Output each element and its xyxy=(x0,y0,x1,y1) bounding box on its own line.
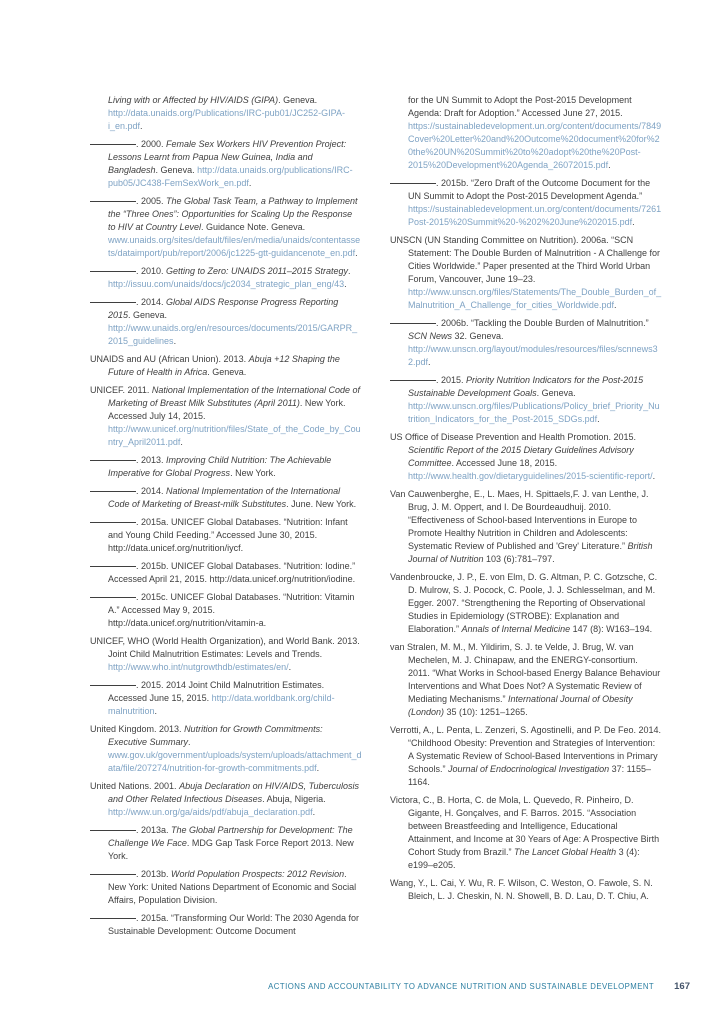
reference-text: . Geneva. xyxy=(278,95,318,105)
reference-link[interactable]: https://sustainabledevelopment.un.org/content/documents/7849Cover%20Letter%20and%20Outcome%20document%20for%20the%20UN%20Summit%20to%20adopt%20the%20Post-2015%20Development%20Agenda_26072015.pdf xyxy=(408,121,662,170)
reference-text: The Lancet Global Health xyxy=(514,847,617,857)
reference-entry xyxy=(390,724,662,789)
reference-entry xyxy=(390,177,662,229)
reference-text: Victora, C., B. Horta, C. de Mola, L. Quevedo, R. Pinheiro, D. Gigante, H. Gonçalves, and F. Barros. 2015. “Association between Breastfeeding and Intelligence, Educational Attainment, and Income at 30 Years of Age: A Prospective Birth Cohort Study from Brazil.” xyxy=(390,795,660,857)
reference-text: Journal of Endocrinological Investigation xyxy=(448,764,610,774)
references-right-column xyxy=(390,94,662,908)
reference-link[interactable]: www.unaids.org/sites/default/files/en/media/unaids/contentassets/dataimport/pub/report/2006/jc1225-gtt-guidancenote_en.pdf xyxy=(108,235,361,258)
same-author-dash-rule xyxy=(90,302,136,303)
reference-text: . MDG Gap Task Force Report 2013. New York. xyxy=(108,838,354,861)
same-author-dash-rule xyxy=(390,380,436,381)
reference-text: . 2005. xyxy=(136,196,167,206)
reference-text: . xyxy=(248,178,252,188)
reference-text: . xyxy=(597,414,600,424)
reference-text: . Geneva. xyxy=(128,310,168,320)
reference-link[interactable]: http://www.health.gov/dietaryguidelines/2015-scientific-report/ xyxy=(408,471,653,481)
reference-text: . 2013a. xyxy=(136,825,172,835)
reference-entry xyxy=(390,431,662,483)
reference-text: National Implementation of the International Code of Marketing of Breast Milk Substitutes (April 2011) xyxy=(108,385,360,408)
reference-text: 35 (10): 1251–1265. xyxy=(444,707,528,717)
reference-text: . xyxy=(180,437,183,447)
reference-entry xyxy=(390,877,662,903)
reference-text: . Guidance Note. Geneva. xyxy=(201,222,306,232)
reference-text: . Geneva. xyxy=(207,367,247,377)
reference-text: World Population Prospects: 2012 Revision xyxy=(171,869,345,879)
reference-text: . 2015a. “Transforming Our World: The 2030 Agenda for Sustainable Development: Outcome Document xyxy=(108,913,359,936)
reference-entry xyxy=(90,635,362,674)
reference-text: UNSCN (UN Standing Committee on Nutrition). 2006a. “SCN Statement: The Double Burden of Malnutrition - A Challenge for Cities Worldwide.” Paper presented at the Third World Urban Forum, Vancouver, June 19–23. xyxy=(390,235,660,284)
reference-text: . xyxy=(608,160,611,170)
reference-text: . 2015. 2014 Joint Child Malnutrition Estimates. Accessed June 15, 2015. xyxy=(108,680,325,703)
reference-text: for the UN Summit to Adopt the Post-2015 Development Agenda: Draft for Adoption.” Accessed June 27, 2015. xyxy=(408,95,632,118)
reference-text: . xyxy=(347,266,351,276)
reference-text: United Kingdom. 2013. xyxy=(90,724,185,734)
reference-text: 147 (8): W163–194. xyxy=(570,624,653,634)
reference-link[interactable]: http://www.who.int/nutgrowthdb/estimates/en/ xyxy=(108,662,289,672)
reference-text: . xyxy=(428,357,431,367)
reference-text: . xyxy=(652,471,656,481)
reference-entry xyxy=(90,516,362,555)
reference-text: 37: 1155–1164. xyxy=(408,764,652,787)
reference-text: . xyxy=(316,763,320,773)
reference-text: . New York: United Nations Department of Economic and Social Affairs, Population Division. xyxy=(108,869,357,905)
reference-link[interactable]: http://www.un.org/ga/aids/pdf/abuja_declaration.pdf xyxy=(108,807,313,817)
reference-text: SCN News xyxy=(408,331,453,341)
same-author-dash-rule xyxy=(90,491,136,492)
reference-text: . Geneva. xyxy=(155,165,198,175)
reference-text: . Accessed June 18, 2015. xyxy=(451,458,558,468)
reference-entry xyxy=(390,94,662,172)
reference-entry xyxy=(90,824,362,863)
reference-entry xyxy=(90,560,362,586)
reference-text: Van Cauwenberghe, E., L. Maes, H. Spittaels,F. J. van Lenthe, J. Brug, J. M. Oppert, and I. De Bourdeaudhuij. 2010. “Effectiveness of School-based Interventions in Europe to Promote Healthy Nutrition in Children and Adolescents: Systematic Review of Published and 'Grey' Literature.” xyxy=(390,489,649,551)
reference-entry xyxy=(390,317,662,369)
reference-text: Getting to Zero: UNAIDS 2011–2015 Strategy xyxy=(166,266,348,276)
reference-text: . xyxy=(288,662,292,672)
reference-text: Living with or Affected by HIV/AIDS (GIPA) xyxy=(108,95,279,105)
reference-entry xyxy=(390,488,662,566)
reference-text: . 2013. xyxy=(136,455,167,465)
reference-link[interactable]: http://data.worldbank.org/child-malnutrition xyxy=(108,693,335,716)
reference-text: . 2014. xyxy=(136,297,167,307)
reference-entry xyxy=(390,234,662,312)
reference-text: . 2015c. UNICEF Global Databases. “Nutrition: Vitamin A.” Accessed May 9, 2015. http://data.unicef.org/nutrition/vitamin-a. xyxy=(108,592,355,628)
reference-text: . xyxy=(188,737,191,747)
reference-text: . xyxy=(355,248,358,258)
reference-text: . June. New York. xyxy=(286,499,357,509)
reference-entry xyxy=(90,353,362,379)
reference-text: Global AIDS Response Progress Reporting 2015 xyxy=(108,297,339,320)
reference-text: 32. Geneva. xyxy=(452,331,504,341)
reference-entry xyxy=(90,868,362,907)
reference-text: . 2000. xyxy=(136,139,167,149)
reference-link[interactable]: http://www.unicef.org/nutrition/files/State_of_the_Code_by_Country_April2011.pdf xyxy=(108,424,361,447)
reference-entry xyxy=(90,723,362,775)
reference-text: US Office of Disease Prevention and Health Promotion. 2015. xyxy=(390,432,636,442)
reference-entry xyxy=(390,794,662,872)
same-author-dash-rule xyxy=(90,201,136,202)
reference-text: Nutrition for Growth Commitments: Executive Summary xyxy=(108,724,323,747)
reference-text: van Stralen, M. M., M. Yildirim, S. J. te Velde, J. Brug, W. van Mechelen, M. J. Chinapaw, and the ENERGY-consortium. 2011. “What Works in School-based Energy Balance Behaviour Interventions and What Does Not? A Systematic Review of Mediating Mechanisms.” xyxy=(390,642,661,704)
reference-text: . xyxy=(312,807,316,817)
reference-text: . xyxy=(344,279,347,289)
reference-text: . xyxy=(173,336,177,346)
reference-link[interactable]: http://www.unscn.org/files/Publications/Policy_brief_Priority_Nutrition_Indicators_for_the_Post-2015_SDGs.pdf xyxy=(408,401,660,424)
reference-text: UNAIDS and AU (African Union). 2013. xyxy=(90,354,249,364)
reference-text: UNICEF, WHO (World Health Organization), and World Bank. 2013. Joint Child Malnutrition Estimates: Levels and Trends. xyxy=(90,636,360,659)
reference-text: Annals of Internal Medicine xyxy=(461,624,571,634)
reference-text: Scientific Report of the 2015 Dietary Guidelines Advisory Committee xyxy=(408,445,634,468)
reference-text: International Journal of Obesity (London) xyxy=(408,694,633,717)
reference-link[interactable]: http://issuu.com/unaids/docs/jc2034_strategic_plan_eng/43 xyxy=(108,279,345,289)
reference-text: Wang, Y., L. Cai, Y. Wu, R. F. Wilson, C. Weston, O. Fawole, S. N. Bleich, L. J. Cheskin, N. N. Showell, B. D. Lau, D. T. Chiu, A. xyxy=(390,878,653,901)
reference-entry xyxy=(390,641,662,719)
same-author-dash-rule xyxy=(90,271,136,272)
reference-entry xyxy=(390,374,662,426)
reference-text: . 2013b. xyxy=(136,869,172,879)
reference-link[interactable]: http://data.unaids.org/Publications/IRC-pub01/JC252-GIPA-i_en.pdf xyxy=(108,108,345,131)
reference-text: Abuja +12 Shaping the Future of Health in Africa xyxy=(108,354,340,377)
reference-text: . Geneva. xyxy=(536,388,576,398)
reference-entry xyxy=(90,591,362,630)
reference-entry xyxy=(90,454,362,480)
reference-text: 103 (6):781–797. xyxy=(483,554,555,564)
same-author-dash-rule xyxy=(90,830,136,831)
reference-text: National Implementation of the International Code of Marketing of Breast-milk Substitutes xyxy=(108,486,341,509)
page-number: 167 xyxy=(674,981,690,992)
reference-link[interactable]: http://www.unscn.org/files/Statements/The_Double_Burden_of_Malnutrition_A_Challenge_for_cities_Worldwide.pdf xyxy=(408,287,662,310)
reference-text: . 2006b. “Tackling the Double Burden of Malnutrition.” xyxy=(436,318,649,328)
reference-entry xyxy=(90,679,362,718)
same-author-dash-rule xyxy=(390,183,436,184)
reference-text: The Global Task Team, a Pathway to Implement the “Three Ones”: Opportunities for Scaling Up the Response to HIV at Country Level xyxy=(108,196,358,232)
reference-text: . 2015b. “Zero Draft of the Outcome Document for the UN Summit to Adopt the Post-2015 Development Agenda.” xyxy=(408,178,651,201)
reference-link[interactable]: http://www.unscn.org/layout/modules/resources/files/scnnews32.pdf xyxy=(408,344,658,367)
reference-text: 3 (4): e199–e205. xyxy=(408,847,640,870)
same-author-dash-rule xyxy=(90,685,136,686)
same-author-dash-rule xyxy=(90,566,136,567)
reference-text: Female Sex Workers HIV Prevention Project: Lessons Learnt from Papua New Guinea, India and Bangladesh xyxy=(108,139,347,175)
footer-chapter-title: ACTIONS AND ACCOUNTABILITY TO ADVANCE NUTRITION AND SUSTAINABLE DEVELOPMENT xyxy=(268,982,655,991)
same-author-dash-rule xyxy=(90,144,136,145)
same-author-dash-rule xyxy=(90,918,136,919)
reference-link[interactable]: http://www.unaids.org/en/resources/documents/2015/GARPR_2015_guidelines xyxy=(108,323,358,346)
same-author-dash-rule xyxy=(90,597,136,598)
reference-text: . xyxy=(632,217,635,227)
reference-text: Verrotti, A., L. Penta, L. Zenzeri, S. Agostinelli, and P. De Feo. 2014. “Childhood Obesity: Prevention and Strategies of Intervention: A Systematic Review of School-Based Interventions in Primary Schools.” xyxy=(390,725,661,774)
reference-text: British Journal of Nutrition xyxy=(408,541,653,564)
page-footer xyxy=(0,981,690,992)
same-author-dash-rule xyxy=(90,522,136,523)
same-author-dash-rule xyxy=(90,460,136,461)
reference-text: . xyxy=(154,706,158,716)
same-author-dash-rule xyxy=(390,323,436,324)
reference-text: . 2015a. UNICEF Global Databases. “Nutrition: Infant and Young Child Feeding.” Accessed June 30, 2015. http://data.unicef.org/nutrition/iycf. xyxy=(108,517,348,553)
reference-entry xyxy=(90,265,362,291)
reference-text: . Abuja, Nigeria. xyxy=(262,794,326,804)
reference-entry xyxy=(90,296,362,348)
reference-text: Priority Nutrition Indicators for the Post-2015 Sustainable Development Goals xyxy=(408,375,644,398)
reference-text: . xyxy=(613,300,617,310)
reference-text: . New York. Accessed July 14, 2015. xyxy=(108,398,346,421)
reference-entry xyxy=(90,138,362,190)
reference-link[interactable]: www.gov.uk/government/uploads/system/uploads/attachment_data/file/207274/nutrition-for-growth-commitments.pdf xyxy=(108,750,362,773)
reference-entry xyxy=(90,780,362,819)
reference-text: . 2014. xyxy=(136,486,167,496)
reference-link[interactable]: https://sustainabledevelopment.un.org/content/documents/7261Post-2015%20Summit%20-%202%20June%202015.pdf xyxy=(408,204,662,227)
reference-text: . 2015b. UNICEF Global Databases. “Nutrition: Iodine.” Accessed April 21, 2015. http://data.unicef.org/nutrition/iodine. xyxy=(108,561,356,584)
reference-text: . 2015. xyxy=(436,375,467,385)
reference-text: The Global Partnership for Development: The Challenge We Face xyxy=(108,825,353,848)
reference-entry xyxy=(90,94,362,133)
same-author-dash-rule xyxy=(90,874,136,875)
reference-entry xyxy=(90,485,362,511)
references-left-column xyxy=(90,94,362,943)
reference-text: United Nations. 2001. xyxy=(90,781,180,791)
reference-text: . New York. xyxy=(230,468,276,478)
reference-entry xyxy=(90,384,362,449)
reference-text: . xyxy=(140,121,143,131)
reference-entry xyxy=(390,571,662,636)
reference-text: Vandenbroucke, J. P., E. von Elm, D. G. Altman, P. C. Gotzsche, C. D. Mulrow, S. J. Pocock, C. Poole, J. J. Schlesselman, and M. Egger. 2007. “Strengthening the Reporting of Observational Studies in Epidemiology (STROBE): Explanation and Elaboration.” xyxy=(390,572,658,634)
reference-text: Improving Child Nutrition: The Achievable Imperative for Global Progress xyxy=(108,455,332,478)
reference-entry xyxy=(90,912,362,938)
reference-entry xyxy=(90,195,362,260)
reference-link[interactable]: http://data.unaids.org/publications/IRC-pub05/JC438-FemSexWork_en.pdf xyxy=(108,165,353,188)
reference-text: UNICEF. 2011. xyxy=(90,385,152,395)
reference-text: Abuja Declaration on HIV/AIDS, Tuberculosis and Other Related Infectious Diseases xyxy=(108,781,359,804)
reference-text: . 2010. xyxy=(136,266,167,276)
